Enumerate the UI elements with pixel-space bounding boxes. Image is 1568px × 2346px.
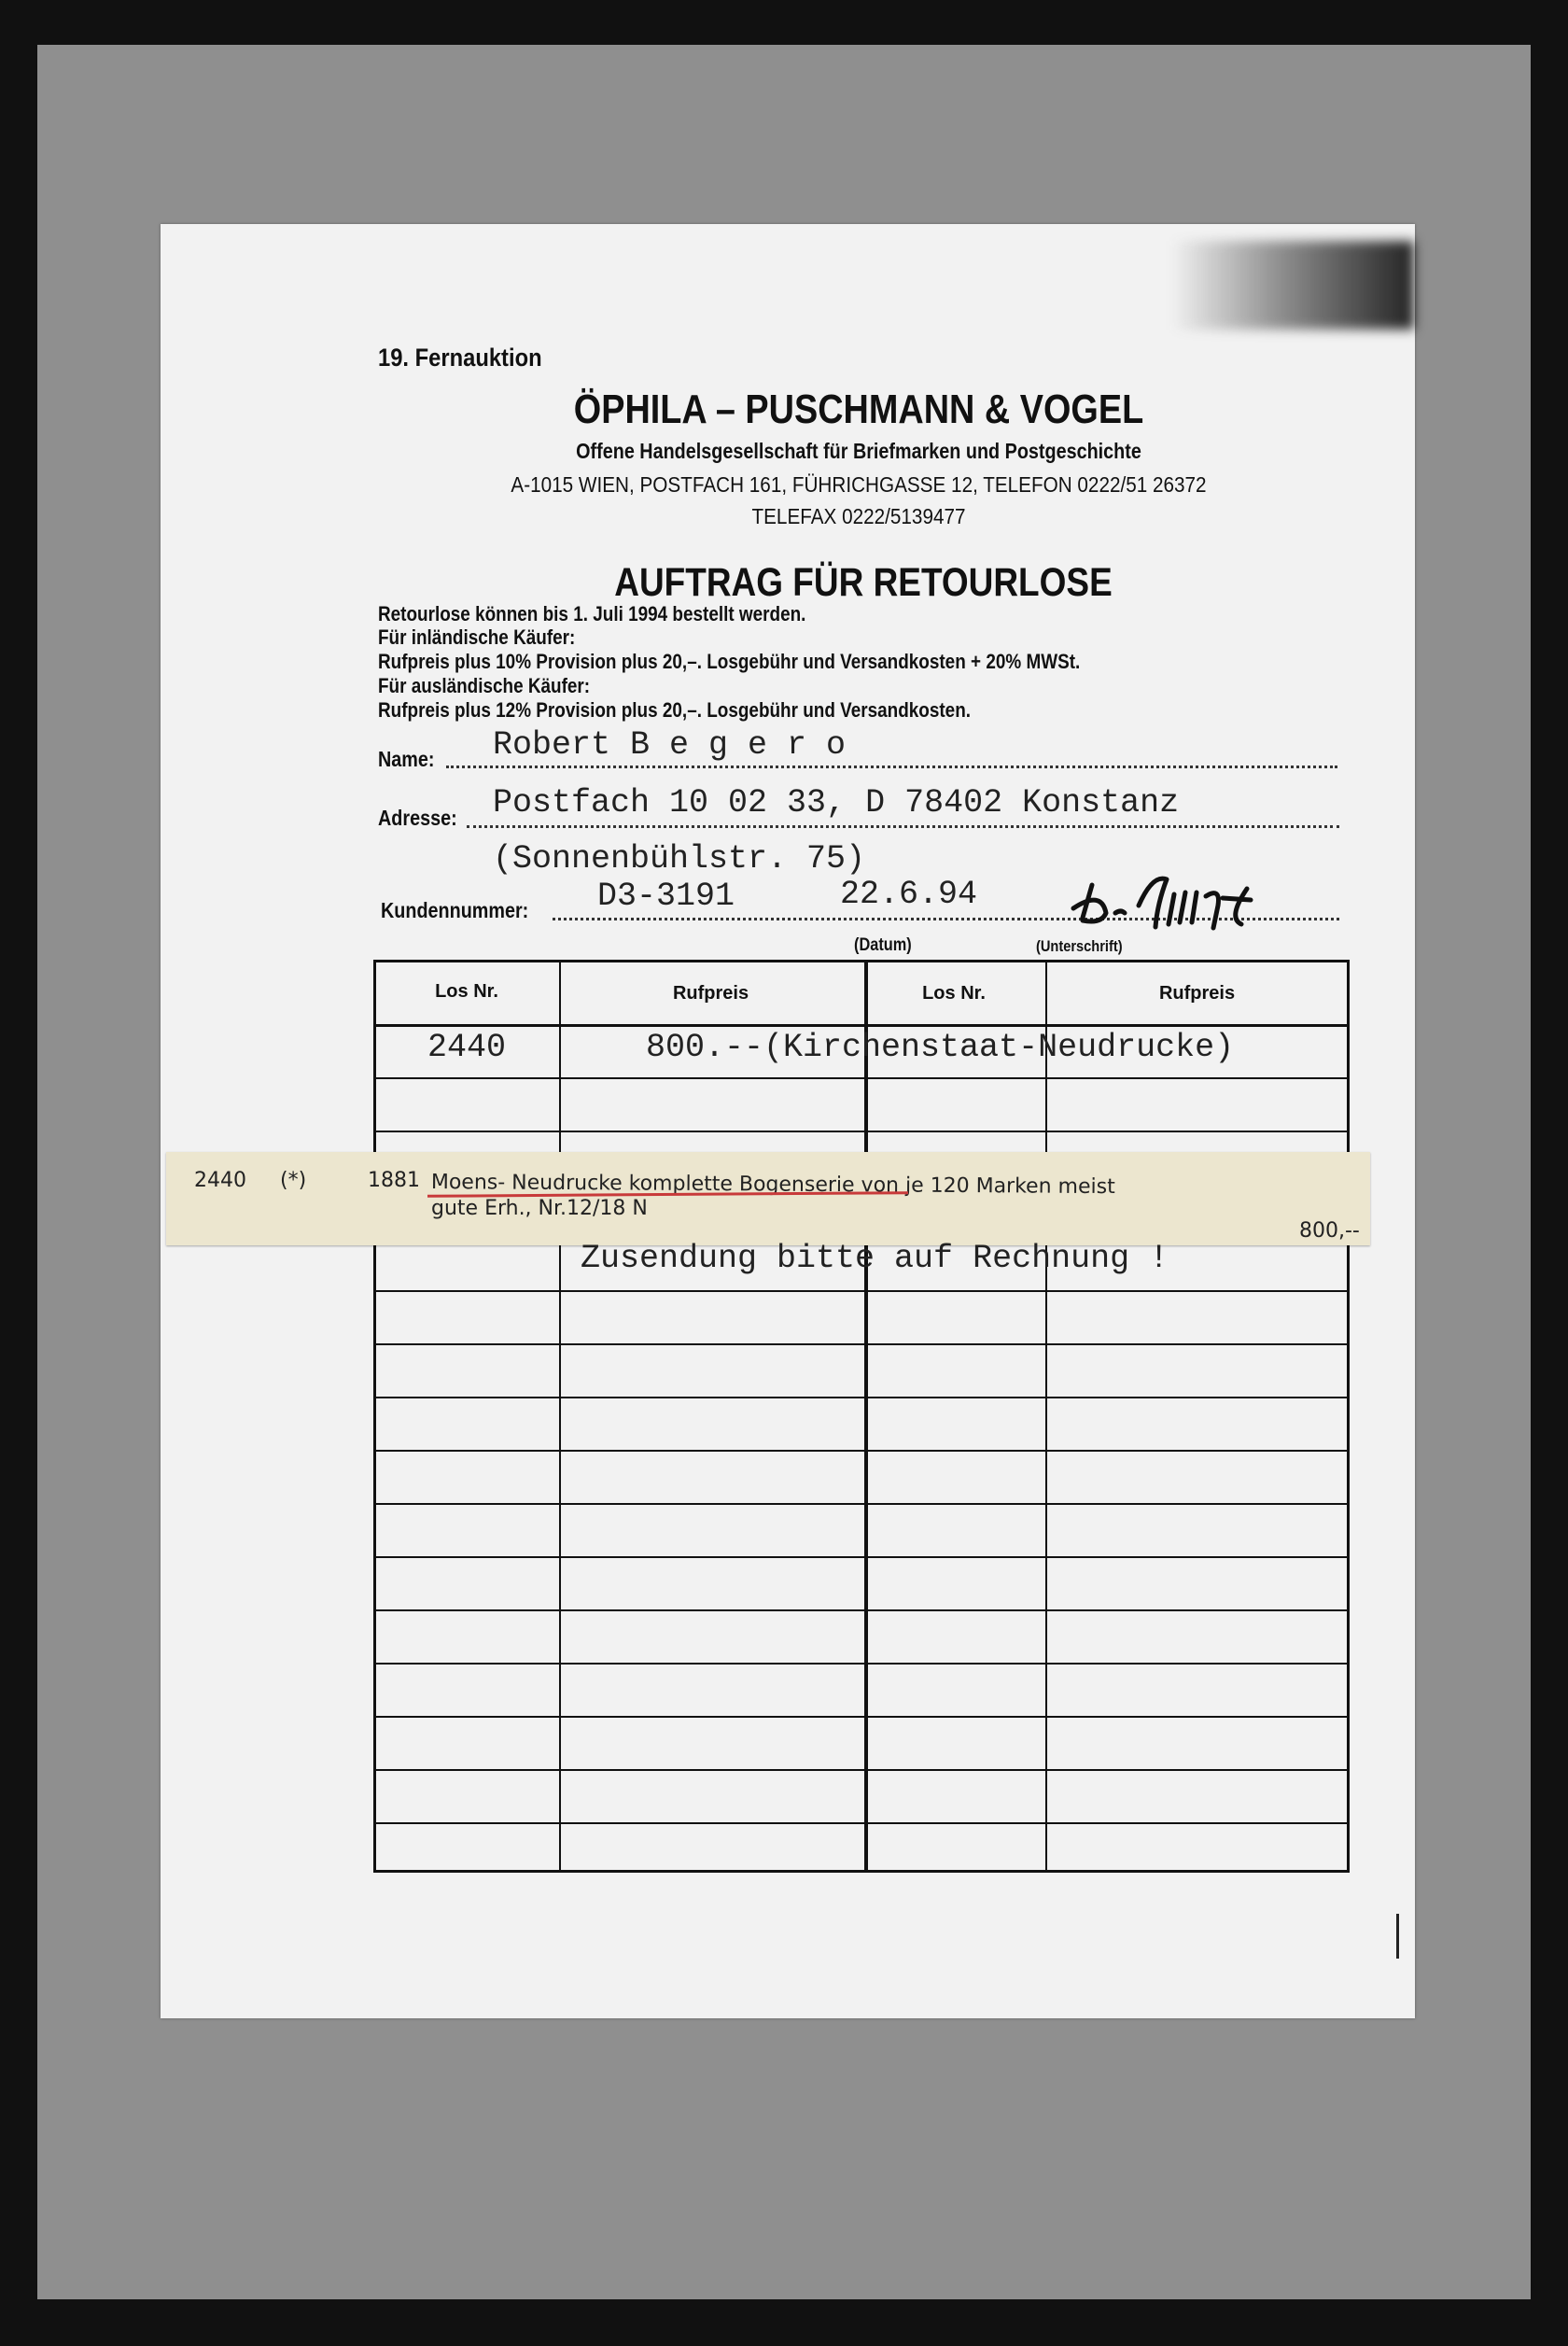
clipping-description-line1: Moens- Neudrucke komplette Bogenserie von je 120 Marken meist <box>430 1171 1115 1200</box>
photocopy-smudge <box>1171 241 1414 330</box>
instruction-line: Rufpreis plus 10% Provision plus 20,–. Losgebühr und Versandkosten + 20% MWSt. <box>378 650 1081 673</box>
header-lot-number: Los Nr. <box>435 981 498 1002</box>
row1-lot-number: 2440 <box>427 1029 506 1066</box>
signature-caption: (Unterschrift) <box>1036 937 1123 955</box>
instruction-line: Für inländische Käufer: <box>378 625 576 649</box>
address-label: Adresse: <box>378 806 457 830</box>
name-dotted-line <box>446 766 1337 768</box>
clipping-condition-mark: (*) <box>280 1169 307 1192</box>
address-value-line2: (Sonnenbühlstr. 75) <box>493 840 866 878</box>
signature <box>1064 866 1325 936</box>
header-reserve-price: Rufpreis <box>1158 983 1236 1004</box>
lot-table <box>373 960 1350 1873</box>
clipping-description-line2: gute Erh., Nr.12/18 N <box>431 1197 648 1220</box>
company-name: ÖPHILA – PUSCHMANN & VOGEL <box>573 386 1144 432</box>
address-dotted-line <box>467 825 1339 828</box>
form-title: AUFTRAG FÜR RETOURLOSE <box>614 560 1113 605</box>
row1-reserve-price: 800.--(Kirchenstaat-Neudrucke) <box>646 1029 1235 1066</box>
header-lot-number: Los Nr. <box>922 983 986 1004</box>
customer-number-value: D3-3191 <box>597 878 735 915</box>
company-telefax: TELEFAX 0222/5139477 <box>751 504 966 528</box>
catalogue-clipping <box>166 1152 1370 1245</box>
address-value-line1: Postfach 10 02 33, D 78402 Konstanz <box>493 784 1180 822</box>
clipping-year: 1881 <box>368 1169 420 1192</box>
instruction-line: Rufpreis plus 12% Provision plus 20,–. Losgebühr und Versandkosten. <box>378 698 972 722</box>
instruction-line: Retourlose können bis 1. Juli 1994 bestellt werden. <box>378 602 806 625</box>
clipping-lot-number: 2440 <box>194 1169 246 1192</box>
name-value: Robert B e g e r o <box>493 726 847 764</box>
clipping-price: 800,-- <box>1299 1219 1360 1243</box>
auction-number: 19. Fernauktion <box>378 344 542 372</box>
company-tagline: Offene Handelsgesellschaft für Briefmarken und Postgeschichte <box>576 439 1141 463</box>
customer-number-label: Kundennummer: <box>381 898 529 922</box>
company-address: A-1015 WIEN, POSTFACH 161, FÜHRICHGASSE 12, TELEFON 0222/51 26372 <box>511 472 1207 497</box>
billing-note: Zusendung bitte auf Rechnung ! <box>581 1240 1169 1277</box>
name-label: Name: <box>378 747 435 771</box>
instruction-line: Für ausländische Käufer: <box>378 674 591 697</box>
header-reserve-price: Rufpreis <box>672 983 749 1004</box>
copy-mark <box>1396 1914 1399 1959</box>
date-caption: (Datum) <box>854 935 912 955</box>
date-value: 22.6.94 <box>840 876 978 913</box>
